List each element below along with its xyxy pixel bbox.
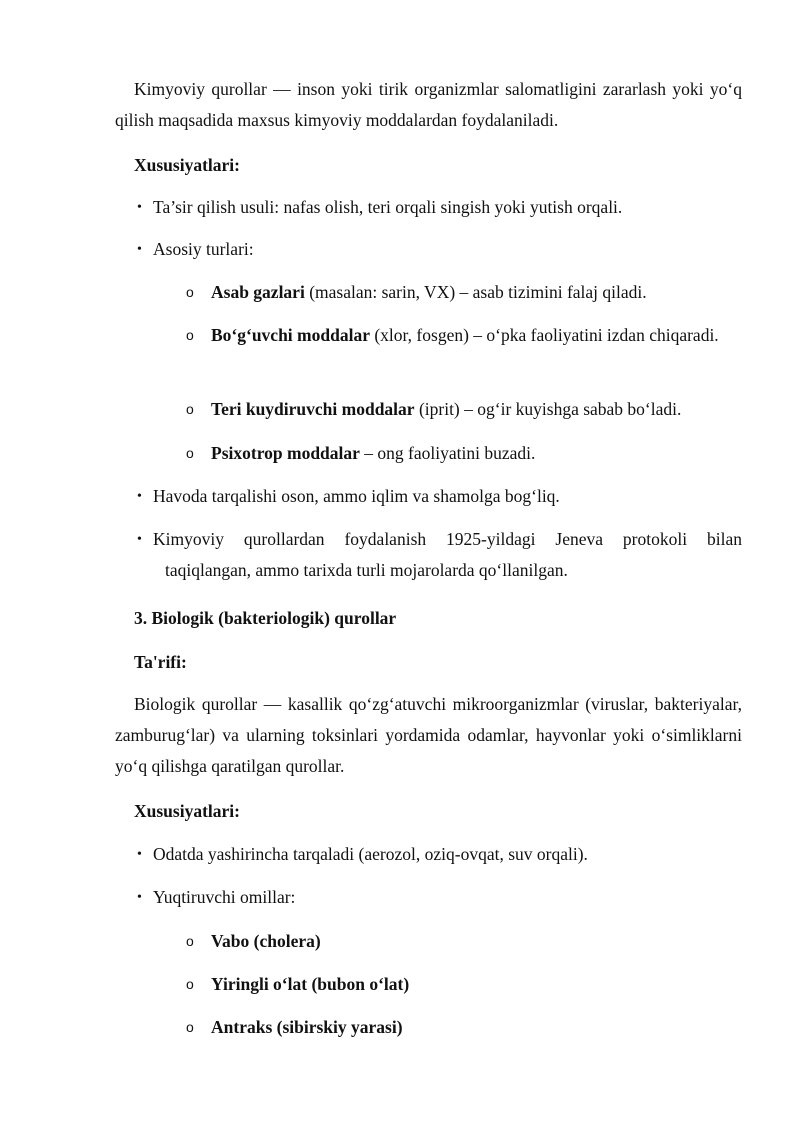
bullet-icon: • [137,200,142,215]
bio-features-heading: Xususiyatlari: [134,801,240,821]
bio-bullet-2-text: Yuqtiruvchi omillar: [153,887,296,907]
chem-bullet-3-text: Havoda tarqalishi oson, ammo iqlim va shamolga bog‘liq. [153,486,560,506]
bullet-icon: • [137,242,142,257]
chem-type-item [186,277,742,308]
chem-bullet-4-line2: taqiqlangan, ammo tarixda turli mojarolarda qo‘llanilgan. [165,560,568,580]
bio-bullet-1-text: Odatda yashirincha tarqaladi (aerozol, oziq-ovqat, suv orqali). [153,844,588,864]
chem-type-name: Psixotrop moddalar [211,443,360,463]
chem-type-name: Asab gazlari [211,282,305,302]
bullet-icon: • [137,532,142,547]
circle-bullet-icon: o [186,284,194,300]
bio-definition-paragraph: Biologik qurollar — kasallik qo‘zg‘atuvchi mikroorganizmlar (viruslar, bakteriyalar, zamburug‘lar) va ularning toksinlari yordamida odamlar, hayvonlar yoki o‘simliklarni yo‘q qilishga qaratilgan qurollar. [115,694,742,776]
circle-bullet-icon: o [186,976,194,992]
circle-bullet-icon: o [186,1019,194,1035]
chem-type-desc: (masalan: sarin, VX) – asab tizimini falaj qiladi. [304,282,647,302]
chem-bullet-1-text: Ta’sir qilish usuli: nafas olish, teri orqali singish yoki yutish orqali. [153,197,623,217]
chem-features-heading: Xususiyatlari: [134,155,240,175]
bio-agent-item [186,1012,742,1043]
circle-bullet-icon: o [186,933,194,949]
chem-type-desc: (iprit) – og‘ir kuyishga sabab bo‘ladi. [414,399,682,419]
chem-bullet-4-line1: Kimyoviy qurollardan foydalanish 1925-yildagi Jeneva protokoli bilan [153,529,742,549]
chem-bullet-2 [137,234,742,265]
chem-bullet-4 [137,524,742,586]
chem-bullet-1 [137,192,742,223]
chem-bullet-3 [137,481,742,512]
bullet-icon: • [137,489,142,504]
bullet-icon: • [137,890,142,905]
intro-paragraph: Kimyoviy qurollar — inson yoki tirik organizmlar salomatligini zararlash yoki yo‘q qilish maqsadida maxsus kimyoviy moddalardan foydalaniladi. [115,79,742,130]
bio-agent-name: Yiringli o‘lat (bubon o‘lat) [211,974,410,994]
bio-bullet-1 [137,839,742,870]
circle-bullet-icon: o [186,327,194,343]
circle-bullet-icon: o [186,401,194,417]
circle-bullet-icon: o [186,445,194,461]
bio-agent-item [186,926,742,957]
chem-type-name: Bo‘g‘uvchi moddalar [211,325,370,345]
bio-bullet-2 [137,882,742,913]
bio-agent-name: Antraks (sibirskiy yarasi) [211,1017,403,1037]
bio-definition-heading: Ta'rifi: [134,652,187,672]
chem-type-item [186,320,742,351]
bio-agent-item [186,969,742,1000]
chem-type-desc: (xlor, fosgen) – o‘pka faoliyatini izdan chiqaradi. [369,325,719,345]
chem-bullet-2-text: Asosiy turlari: [153,239,254,259]
chem-type-name: Teri kuydiruvchi moddalar [211,399,415,419]
chem-type-item [186,438,742,469]
bullet-icon: • [137,847,142,862]
chem-type-item [186,394,742,425]
chem-type-desc: – ong faoliyatini buzadi. [359,443,536,463]
bio-agent-name: Vabo (cholera) [211,931,321,951]
bio-section-heading: 3. Biologik (bakteriologik) qurollar [134,608,397,628]
